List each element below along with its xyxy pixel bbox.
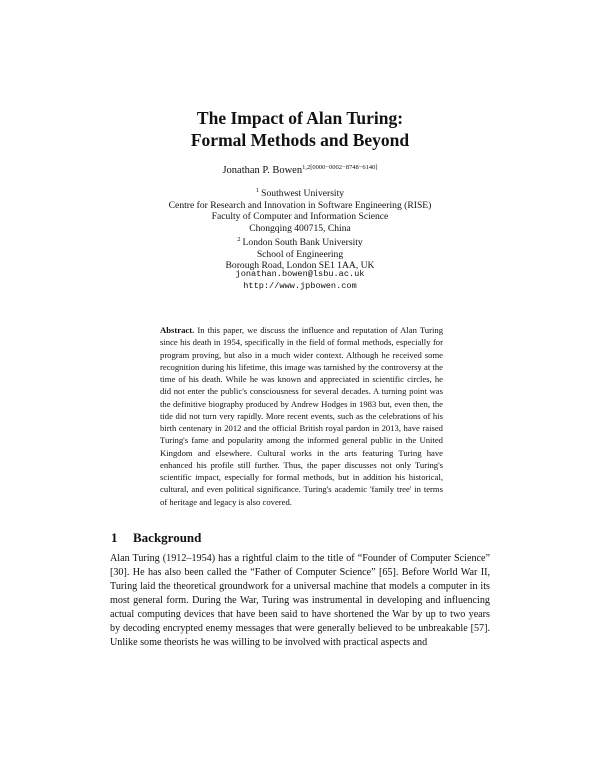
affiliation-2 bbox=[0, 234, 600, 272]
author-affil-marks: 1,2 bbox=[302, 164, 311, 171]
abstract bbox=[160, 324, 443, 508]
affiliation-1-mark: 1 bbox=[255, 187, 260, 194]
section-body bbox=[110, 552, 490, 650]
body-paragraph: Alan Turing (1912–1954) has a rightful claim to the title of “Founder of Computer Science” [30]. He has also been called the “Father of Computer Science” [65]. Before World War II, Turing laid the theoretical groundwork for a universal machine that models a computer in its most general form. During the War, Turing was instrumental in developing and influencing actual computing devices that have been said to have shortened the War by up to two years by decoding encrypted enemy messages that were generally believed to be unbreakable [57]. Unlike some theorists he was willing to be involved with practical aspects and bbox=[110, 553, 490, 648]
section-title: Background bbox=[133, 530, 202, 545]
affiliation-1-line-3: Faculty of Computer and Information Science bbox=[211, 211, 389, 223]
affiliation-2-line-2: School of Engineering bbox=[256, 248, 344, 260]
section-number: 1 bbox=[111, 530, 118, 545]
abstract-label: Abstract. bbox=[160, 325, 195, 335]
affiliation-2-line-3: Borough Road, London SE1 1AA, UK bbox=[225, 260, 375, 272]
author-homepage-link[interactable]: http://www.jpbowen.com bbox=[243, 281, 357, 291]
affiliation-1-line-2: Centre for Research and Innovation in Software Engineering (RISE) bbox=[168, 199, 432, 211]
title-line-1: The Impact of Alan Turing: bbox=[196, 108, 404, 128]
affiliation-2-mark: 2 bbox=[237, 236, 241, 243]
affiliation-2-line-1: London South Bank University bbox=[242, 237, 363, 248]
affiliation-1-line-4: Chongqing 400715, China bbox=[249, 223, 351, 235]
abstract-text: In this paper, we discuss the influence and reputation of Alan Turing since his death in 1954, specifically in the field of formal methods, especially for program proving, but also in a much wider context. Although he received some recognition during his lifetime, this image was tarnished by the controversy at the time of his death. While he was known and appreciated in scientific circles, he did not enter the public's consciousness for several decades. A turning point was the definitive biography produced by Andrew Hodges in 1983 but, even then, the tide did not turn very rapidly. More recent events, such as the celebrations of his birth centenary in 2012 and the official British royal pardon in 2013, have raised Turing's fame and popularity among the informed general public in the United Kingdom and elsewhere. Cultural works in the arts featuring Turing have enhanced his profile still further. Thus, the paper discusses not only Turing's scientific impact, especially for formal methods, but in addition his historical, cultural, and even political significance. Turing's academic 'family tree' in terms of heritage and legacy is also covered. bbox=[160, 325, 444, 507]
author-email[interactable]: jonathan.bowen@lsbu.ac.uk bbox=[235, 269, 365, 279]
author-orcid: [0000−0002−8748−6140] bbox=[310, 164, 378, 171]
author-line bbox=[0, 161, 600, 177]
title-line-2: Formal Methods and Beyond bbox=[190, 130, 410, 150]
affiliation-1 bbox=[0, 185, 600, 235]
affiliation-1-line-1: Southwest University bbox=[261, 188, 345, 199]
section-heading bbox=[111, 530, 201, 546]
author-name: Jonathan P. Bowen bbox=[222, 165, 303, 176]
paper-title bbox=[0, 107, 600, 151]
